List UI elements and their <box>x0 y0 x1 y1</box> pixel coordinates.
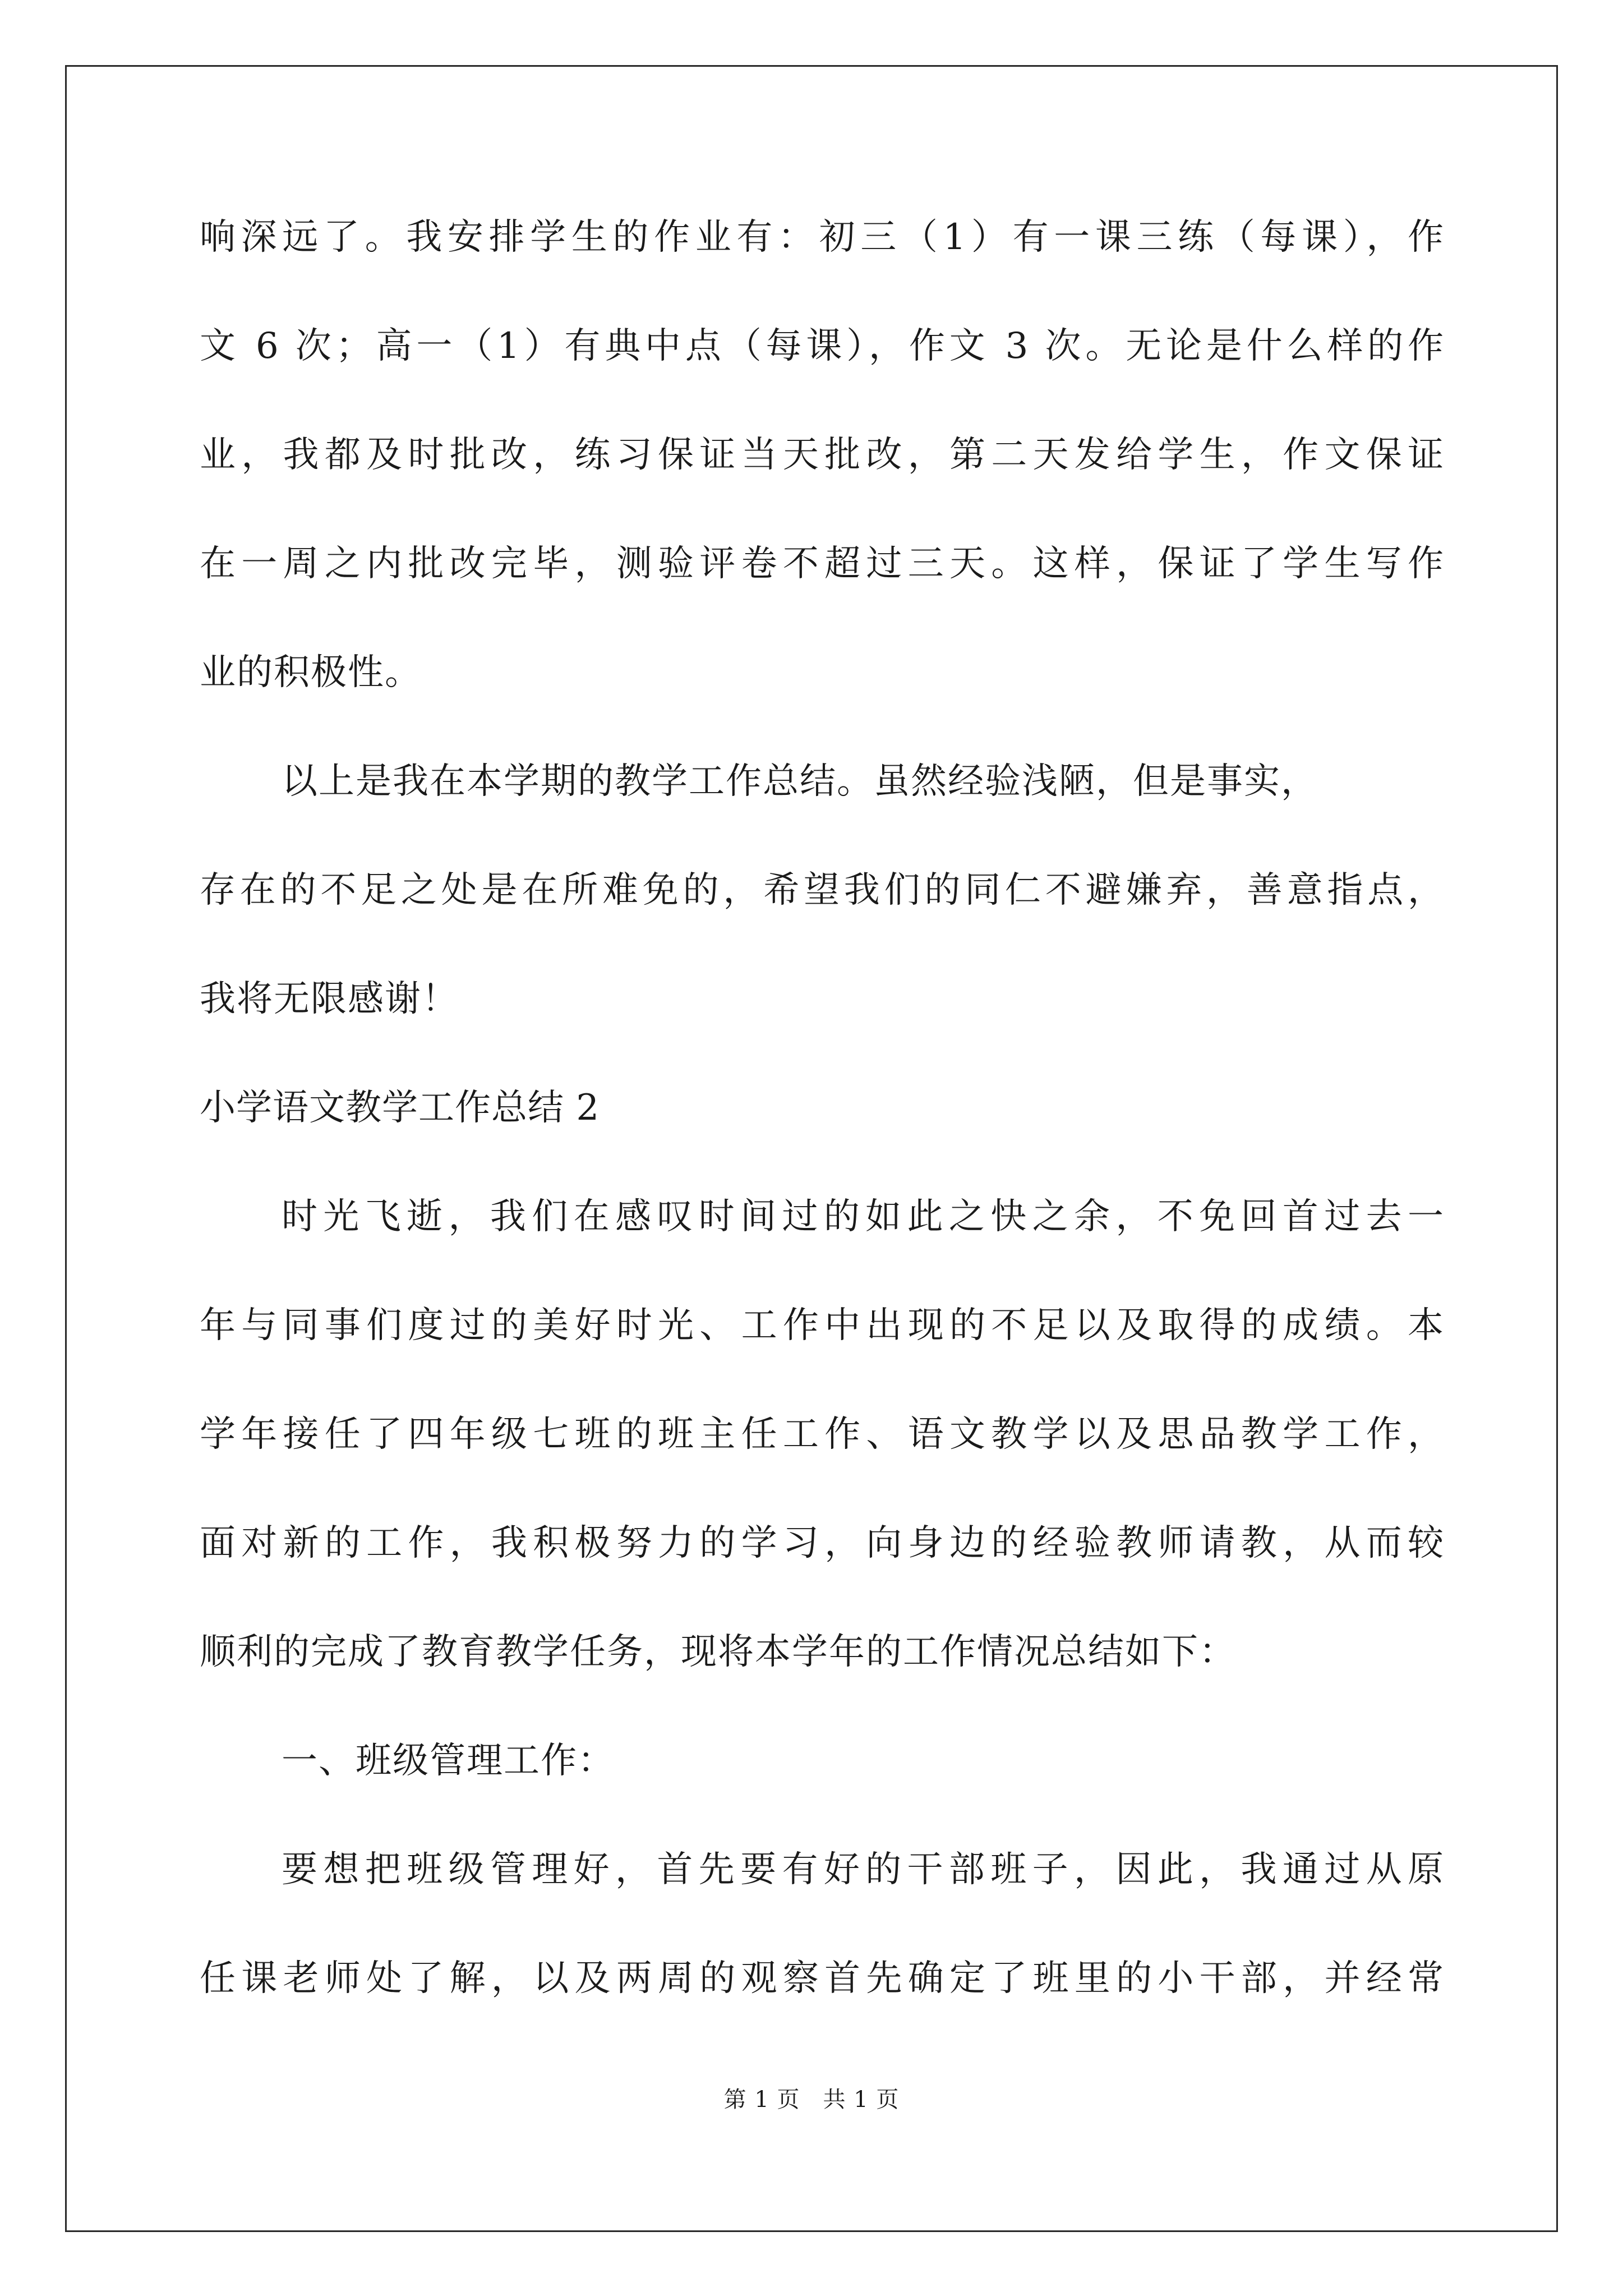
paragraph-line: 我将无限感谢！ <box>200 978 459 1020</box>
page-border <box>65 65 1558 2232</box>
paragraph-line: 业，我都及时批改，练习保证当天批改，第二天发给学生，作文保证 <box>200 434 1445 476</box>
paragraph-line: 以上是我在本学期的教学工作总结。虽然经验浅陋，但是事实， <box>282 761 1318 802</box>
paragraph-line: 时光飞逝，我们在感叹时间过的如此之快之余，不免回首过去一 <box>282 1196 1445 1237</box>
paragraph-line: 业的积极性。 <box>200 652 422 693</box>
section-heading: 小学语文教学工作总结 2 <box>200 1087 600 1129</box>
paragraph-line: 任课老师处了解，以及两周的观察首先确定了班里的小干部，并经常 <box>200 1958 1445 1999</box>
paragraph-line: 响深远了。我安排学生的作业有：初三（1）有一课三练（每课），作 <box>200 217 1445 258</box>
paragraph-line: 文 6 次；高一（1）有典中点（每课），作文 3 次。无论是什么样的作 <box>200 325 1445 367</box>
paragraph-line: 学年接任了四年级七班的班主任工作、语文教学以及思品教学工作， <box>200 1414 1445 1455</box>
paragraph-line: 存在的不足之处是在所难免的，希望我们的同仁不避嫌弃，善意指点， <box>200 869 1445 911</box>
paragraph-line: 面对新的工作，我积极努力的学习，向身边的经验教师请教，从而较 <box>200 1522 1445 1564</box>
paragraph-line: 在一周之内批改完毕，测验评卷不超过三天。这样，保证了学生写作 <box>200 543 1445 585</box>
subsection-heading: 一、班级管理工作： <box>282 1740 615 1782</box>
paragraph-line: 年与同事们度过的美好时光、工作中出现的不足以及取得的成绩。本 <box>200 1305 1445 1346</box>
paragraph-line: 要想把班级管理好，首先要有好的干部班子，因此，我通过从原 <box>282 1849 1445 1890</box>
page-number-footer: 第 1 页 共 1 页 <box>723 2087 900 2113</box>
paragraph-line: 顺利的完成了教育教学任务，现将本学年的工作情况总结如下： <box>200 1631 1236 1673</box>
